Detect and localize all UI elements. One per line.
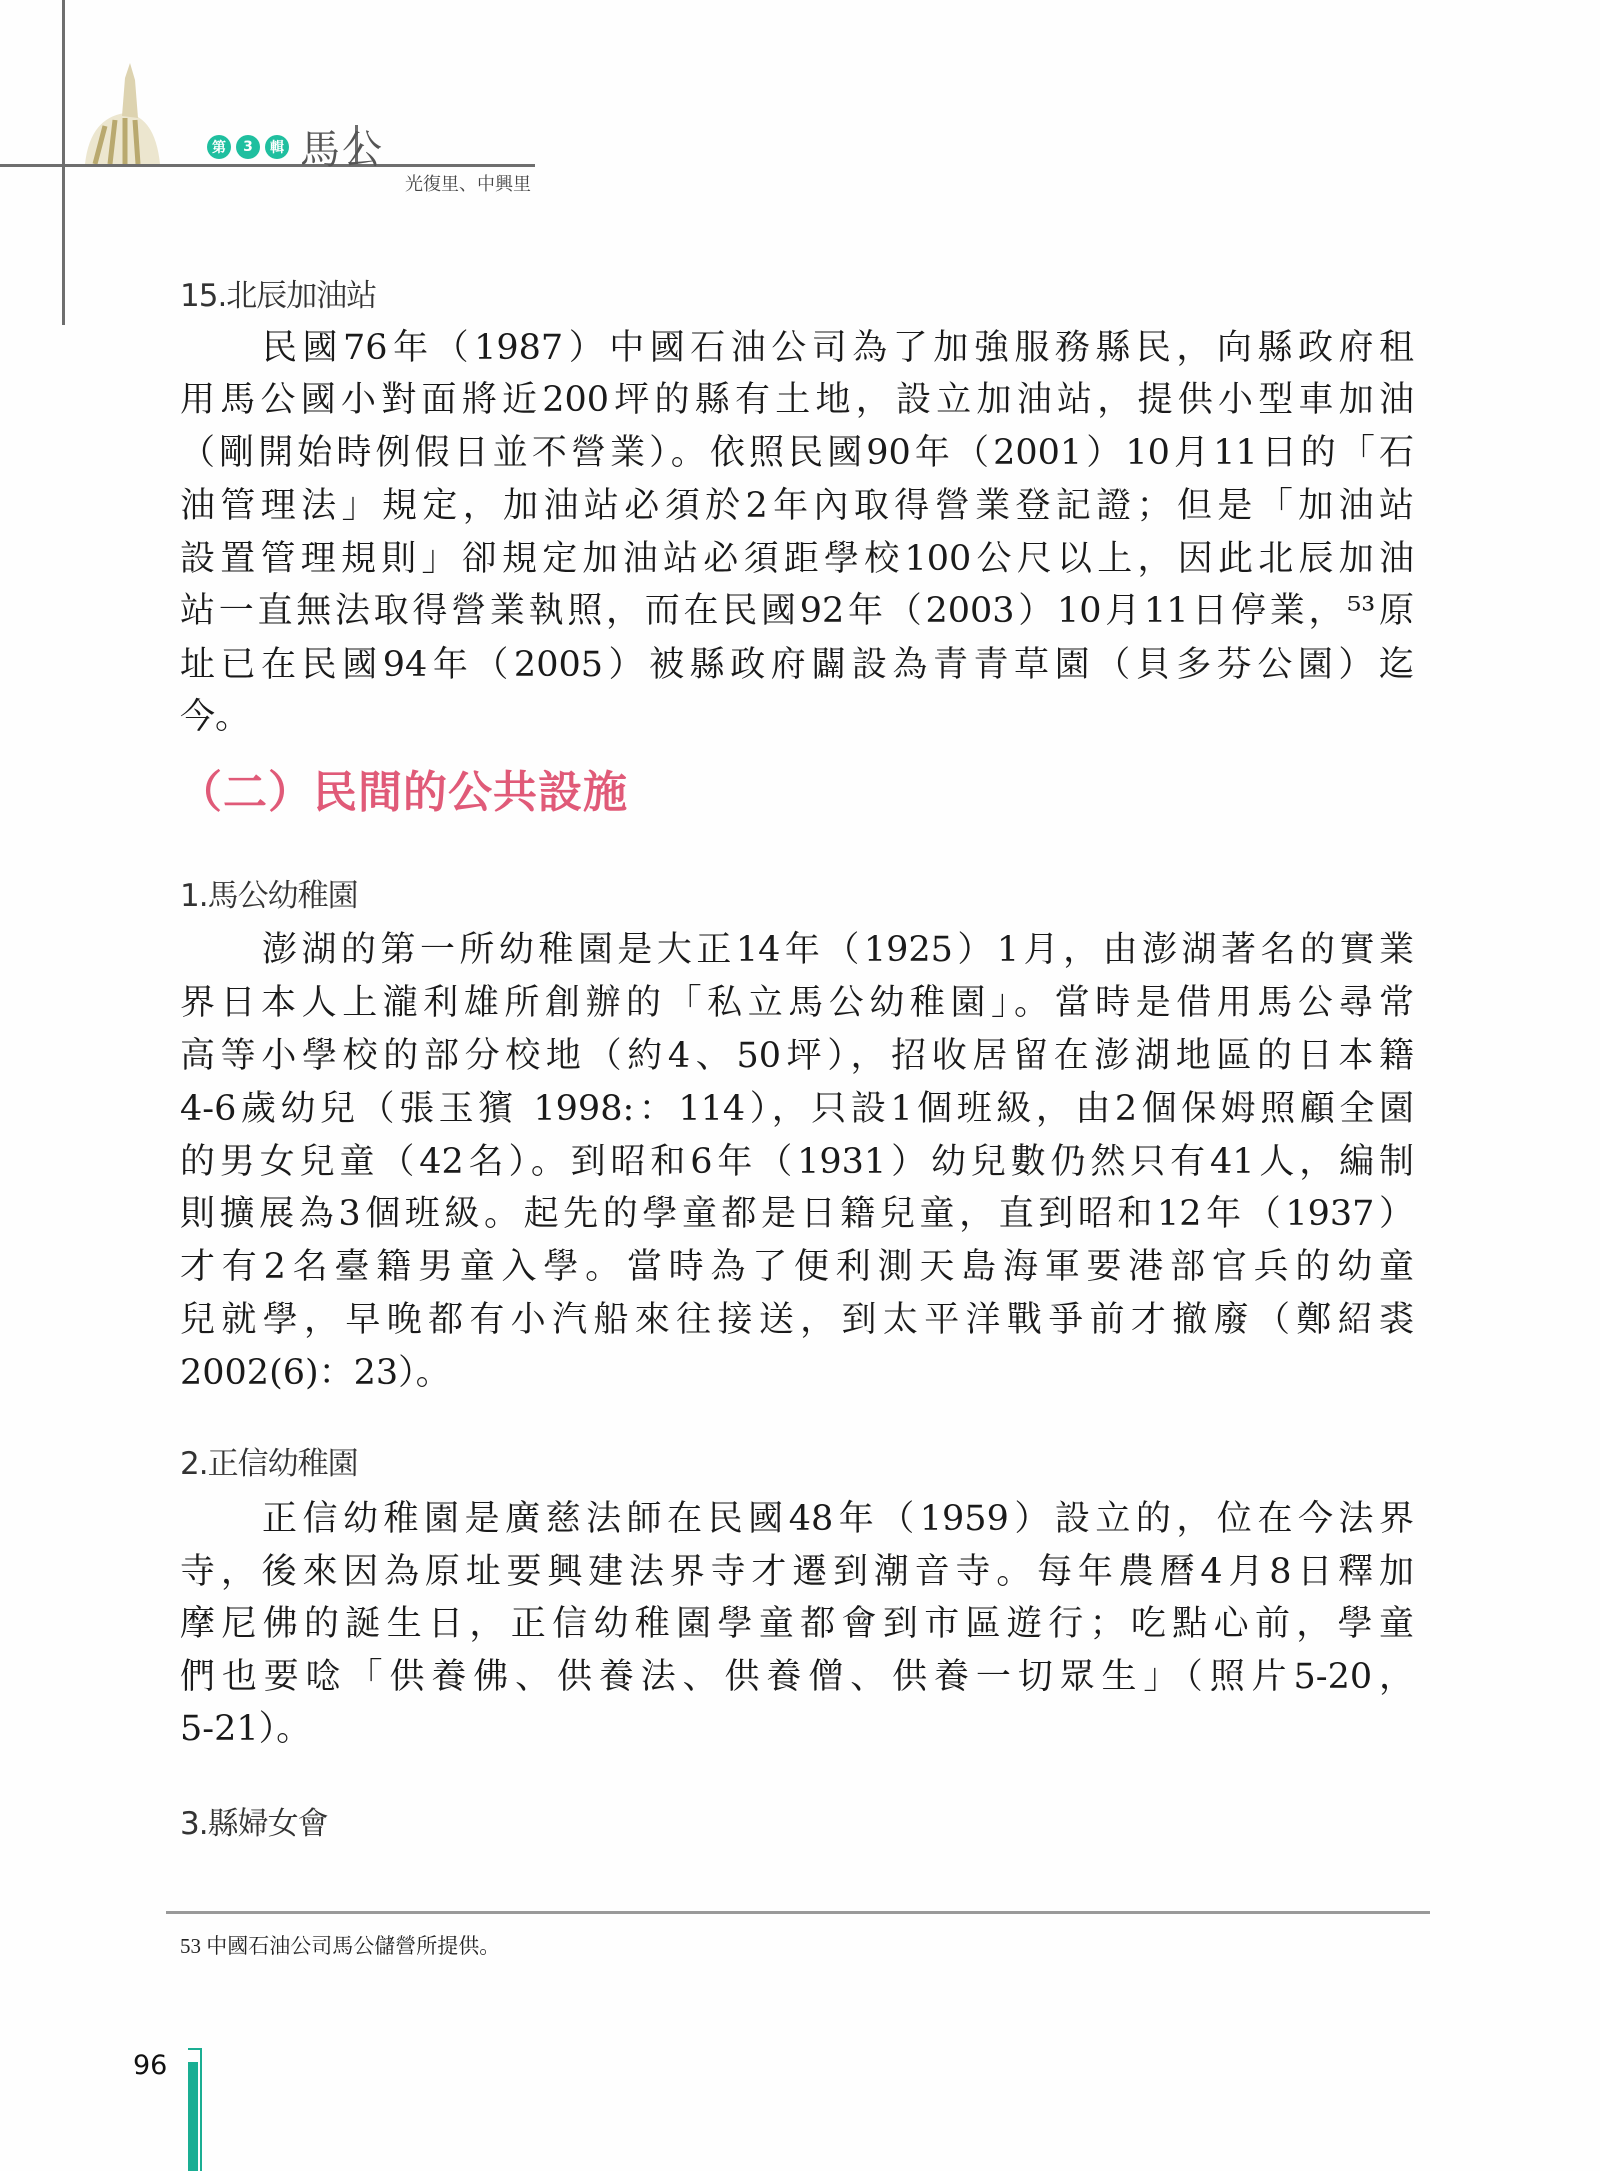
paragraph-line: 則擴展為3個班級。起先的學童都是日籍兒童，直到昭和12年（1937） (180, 1194, 1414, 1234)
paragraph-line: （剛開始時例假日並不營業）。依照民國90年（2001）10月11日的「石 (180, 433, 1414, 473)
paragraph-line: 油管理法」規定，加油站必須於2年內取得營業登記證；但是「加油站 (180, 486, 1414, 526)
paragraph-line: 高等小學校的部分校地（約4、50坪），招收居留在澎湖地區的日本籍 (180, 1036, 1414, 1076)
paragraph-line: 兒就學，早晚都有小汽船來往接送，到太平洋戰爭前才撤廢（鄭紹裘 (180, 1300, 1414, 1340)
paragraph-line: 界日本人上瀧利雄所創辦的「私立馬公幼稚園」。當時是借用馬公尋常 (180, 983, 1414, 1023)
volume-badge-prefix: 第 (207, 135, 231, 159)
paragraph-line: 民國76年（1987）中國石油公司為了加強服務縣民，向縣政府租 (262, 328, 1414, 368)
section-heading: （二）民間的公共設施 (178, 767, 628, 818)
paragraph-line: 的男女兒童（42名）。到昭和6年（1931）幼兒數仍然只有41人，編制 (180, 1142, 1414, 1182)
subsection-heading: 1.馬公幼稚園 (180, 878, 358, 914)
paragraph-line: 址已在民國94年（2005）被縣政府闢設為青青草園（貝多芬公園）迄 (180, 645, 1414, 685)
statue-dome-icon (80, 58, 180, 164)
volume-badge-suffix: 輯 (265, 135, 289, 159)
paragraph-line: 摩尼佛的誕生日，正信幼稚園學童都會到市區遊行；吃點心前，學童 (180, 1604, 1414, 1644)
paragraph-line: 澎湖的第一所幼稚園是大正14年（1925）1月，由澎湖著名的實業 (262, 930, 1414, 970)
paragraph-line: 站一直無法取得營業執照，而在民國92年（2003）10月11日停業，⁵³原 (180, 591, 1414, 631)
paragraph-line: 4-6歲幼兒（張玉獱 1998:：114），只設1個班級，由2個保姆照顧全園 (180, 1089, 1414, 1129)
subsection-heading: 15.北辰加油站 (180, 278, 377, 314)
chapter-subtitle: 光復里、中興里 (405, 174, 531, 194)
page-tab-bar (188, 2062, 198, 2171)
paragraph-line: 設置管理規則」卻規定加油站必須距學校100公尺以上，因此北辰加油 (180, 539, 1414, 579)
footnote-rule (166, 1911, 1430, 1914)
margin-vertical-rule (62, 0, 65, 325)
paragraph-line: 寺，後來因為原址要興建法界寺才遷到潮音寺。每年農曆4月8日釋加 (180, 1552, 1414, 1592)
paragraph-line: 2002(6)：23）。 (180, 1353, 451, 1393)
paragraph-line: 正信幼稚園是廣慈法師在民國48年（1959）設立的，位在今法界 (262, 1499, 1414, 1539)
page-number: 96 (133, 2050, 168, 2081)
header-rule (0, 164, 535, 167)
subsection-heading: 2.正信幼稚園 (180, 1446, 358, 1482)
paragraph-line: 用馬公國小對面將近200坪的縣有土地，設立加油站，提供小型車加油 (180, 380, 1414, 420)
footnote: 53 中國石油公司馬公儲營所提供。 (180, 1934, 501, 1958)
paragraph-line: 今。 (180, 697, 251, 737)
subsection-heading: 3.縣婦女會 (180, 1806, 328, 1842)
volume-badge-number: 3 (236, 135, 260, 159)
book-title: 馬公 (300, 127, 384, 173)
paragraph-line: 們也要唸「供養佛、供養法、供養僧、供養一切眾生」（照片5-20， (180, 1657, 1414, 1697)
paragraph-line: 5-21）。 (180, 1709, 312, 1749)
paragraph-line: 才有2名臺籍男童入學。當時為了便利測天島海軍要港部官兵的幼童 (180, 1247, 1414, 1287)
